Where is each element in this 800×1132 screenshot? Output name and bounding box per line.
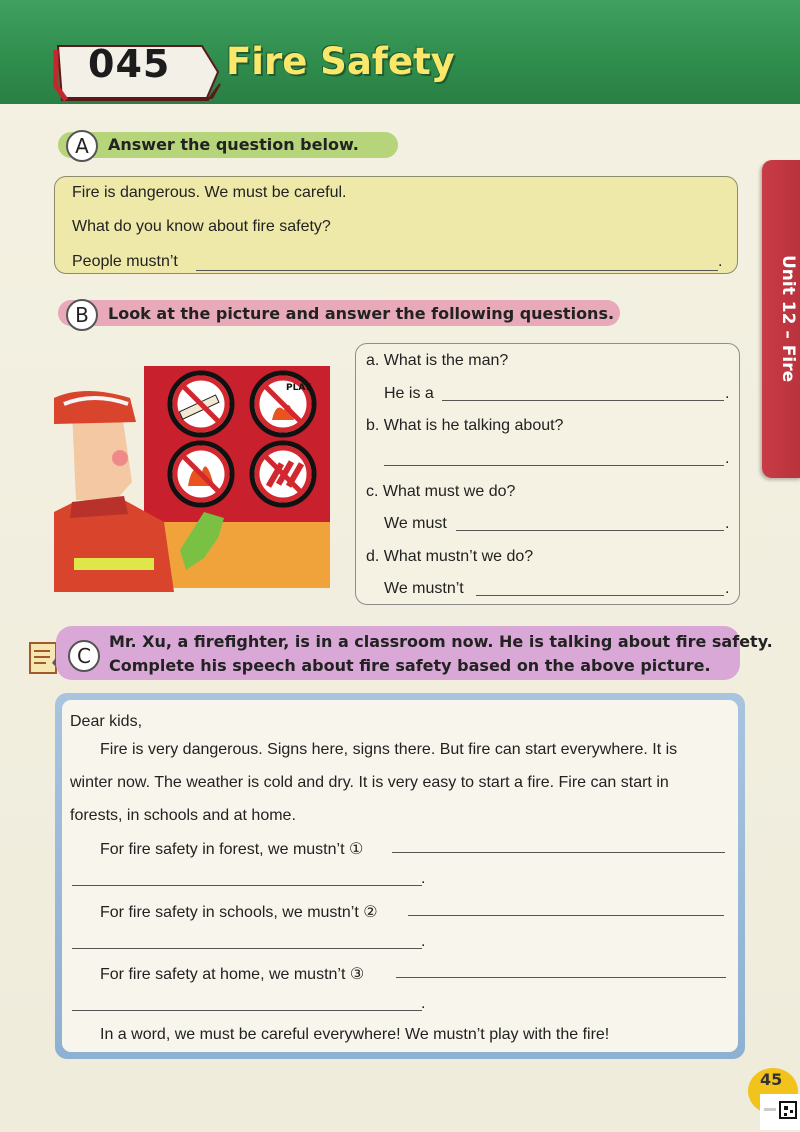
- question-c: c. What must we do?: [366, 483, 516, 500]
- letter-greeting: Dear kids,: [70, 713, 143, 730]
- section-a-line-2: What do you know about fire safety?: [72, 218, 331, 235]
- page-number: 45: [760, 1070, 783, 1089]
- section-a-letter: A: [66, 130, 98, 162]
- question-b: b. What is he talking about?: [366, 417, 564, 434]
- blank-3-line-b[interactable]: [72, 1010, 422, 1011]
- blank-3-line-a[interactable]: [396, 977, 726, 978]
- answer-d-prefix: We mustn’t: [384, 580, 464, 597]
- section-a-line-1: Fire is dangerous. We must be careful.: [72, 184, 347, 201]
- blank-2-line-a[interactable]: [408, 915, 724, 916]
- answer-a-period: .: [725, 385, 730, 402]
- answer-a-line[interactable]: [442, 400, 724, 401]
- answer-d-line[interactable]: [476, 595, 724, 596]
- no-fireworks-sign-icon: [252, 443, 314, 505]
- blank-1-line-a[interactable]: [392, 852, 725, 853]
- no-playing-fire-sign-icon: [252, 373, 314, 435]
- answer-c-line[interactable]: [456, 530, 724, 531]
- answer-c-prefix: We must: [384, 515, 447, 532]
- section-a-instruction: Answer the question below.: [108, 135, 359, 154]
- unit-tab-label: Unit 12 – Fire: [778, 255, 798, 383]
- blank-1-prompt: For fire safety in forest, we mustn’t ①: [100, 841, 364, 858]
- section-a-line-3: People mustn’t: [72, 253, 178, 270]
- blank-2-prompt: For fire safety in schools, we mustn’t ②: [100, 904, 378, 921]
- question-d: d. What mustn’t we do?: [366, 548, 534, 565]
- section-a-period: .: [718, 253, 723, 270]
- page-title: Fire Safety: [226, 40, 455, 83]
- speech-para-line-3: forests, in schools and at home.: [70, 807, 296, 824]
- section-b-instruction: Look at the picture and answer the following questions.: [108, 304, 615, 323]
- section-c-instruction-1: Mr. Xu, a firefighter, is in a classroom now. He is talking about fire safety.: [109, 632, 773, 651]
- section-c-instruction-2: Complete his speech about fire safety based on the above picture.: [109, 656, 711, 675]
- blank-2-period: .: [421, 933, 426, 950]
- speech-para-line-2: winter now. The weather is cold and dry. It is very easy to start a fire. Fire can start in: [70, 774, 669, 791]
- blank-2-line-b[interactable]: [72, 948, 422, 949]
- speech-closing: In a word, we must be careful everywhere! We mustn’t play with the fire!: [100, 1026, 610, 1043]
- sign-play-text: PLAY: [286, 383, 311, 393]
- lesson-number: 045: [88, 42, 171, 86]
- blank-1-period: .: [421, 870, 426, 887]
- blank-1-line-b[interactable]: [72, 885, 422, 886]
- answer-a-prefix: He is a: [384, 385, 434, 402]
- answer-b-line[interactable]: [384, 465, 724, 466]
- answer-b-period: .: [725, 450, 730, 467]
- firefighter-illustration: [54, 362, 332, 592]
- blank-3-period: .: [421, 995, 426, 1012]
- unit-tab-label-wrap: [764, 255, 800, 395]
- question-a: a. What is the man?: [366, 352, 509, 369]
- no-open-fire-sign-icon: [170, 443, 232, 505]
- answer-d-period: .: [725, 580, 730, 597]
- no-smoking-sign-icon: [170, 373, 232, 435]
- blank-3-prompt: For fire safety at home, we mustn’t ③: [100, 966, 365, 983]
- section-a-answer-line[interactable]: [196, 270, 718, 271]
- section-c-letter: C: [68, 640, 100, 672]
- section-b-letter: B: [66, 299, 98, 331]
- qr-code-icon: [760, 1094, 800, 1130]
- speech-para-line-1: Fire is very dangerous. Signs here, signs there. But fire can start everywhere. It is: [100, 741, 678, 758]
- answer-c-period: .: [725, 515, 730, 532]
